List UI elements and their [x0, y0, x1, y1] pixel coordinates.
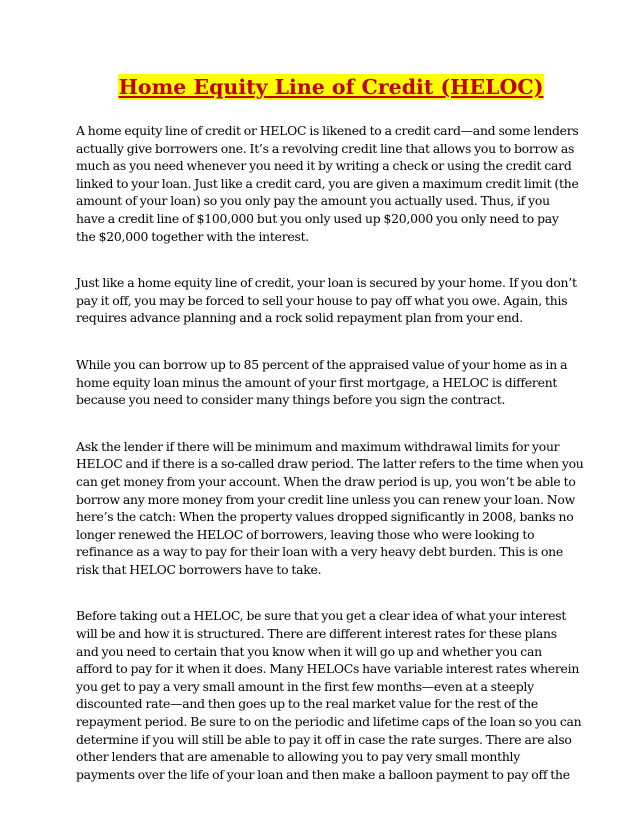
title-wrapper	[76, 74, 572, 100]
paragraph-line: Ask the lender if there will be minimum and maximum withdrawal limits for your	[76, 438, 560, 454]
paragraph-line: and you need to certain that you know when it will go up and whether you can	[76, 643, 542, 659]
paragraph-line: HELOC and if there is a so-called draw period. The latter refers to the time when you	[76, 456, 584, 472]
paragraph-line: refinance as a way to pay for their loan with a very heavy debt burden. This is one	[76, 544, 563, 560]
paragraph	[76, 356, 572, 409]
paragraph	[76, 607, 582, 783]
paragraph-line: Before taking out a HELOC, be sure that you get a clear idea of what your interest	[76, 608, 567, 624]
paragraph-line: longer renewed the HELOC of borrowers, leaving those who were looking to	[76, 526, 535, 542]
paragraph-line: risk that HELOC borrowers have to take.	[76, 561, 322, 577]
paragraph-line: afford to pay for it when it does. Many HELOCs have variable interest rates wherein	[76, 661, 580, 677]
paragraph-line: Just like a home equity line of credit, your loan is secured by your home. If you don’t	[76, 275, 577, 291]
paragraph-line: While you can borrow up to 85 percent of the appraised value of your home as in a	[76, 356, 568, 372]
paragraph-line: borrow any more money from your credit line unless you can renew your loan. Now	[76, 491, 575, 507]
paragraph-line: other lenders that are amenable to allowing you to pay very small monthly	[76, 749, 521, 765]
paragraph-line: here’s the catch: When the property values dropped significantly in 2008, banks no	[76, 509, 574, 525]
paragraph-line: repayment period. Be sure to on the periodic and lifetime caps of the loan so you can	[76, 714, 582, 730]
paragraph-line: the $20,000 together with the interest.	[76, 228, 309, 244]
paragraph	[76, 438, 584, 579]
paragraph-line: determine if you will still be able to pay it off in case the rate surges. There are also	[76, 731, 572, 747]
paragraph-line: discounted rate—and then goes up to the real market value for the rest of the	[76, 696, 538, 712]
paragraph-line: because you need to consider many things before you sign the contract.	[76, 392, 506, 408]
paragraph-line: pay it off, you may be forced to sell your house to pay off what you owe. Again, this	[76, 292, 568, 308]
paragraph-line: will be and how it is structured. There are different interest rates for these plans	[76, 626, 557, 642]
paragraph-line: payments over the life of your loan and then make a balloon payment to pay off the	[76, 766, 570, 782]
page-title: Home Equity Line of Credit (HELOC)	[118, 75, 544, 99]
paragraph	[76, 122, 579, 245]
paragraph-line: can get money from your account. When the draw period is up, you won’t be able to	[76, 473, 576, 489]
paragraph-line: A home equity line of credit or HELOC is likened to a credit card—and some lenders	[76, 123, 579, 138]
paragraph-line: have a credit line of $100,000 but you only used up $20,000 you only need to pay	[76, 210, 559, 226]
paragraph-line: amount of your loan) so you only pay the amount you actually used. Thus, if you	[76, 193, 550, 209]
paragraph-line: requires advance planning and a rock solid repayment plan from your end.	[76, 310, 523, 326]
paragraph-line: much as you need whenever you need it by writing a check or using the credit card	[76, 158, 572, 174]
paragraph-line: linked to your loan. Just like a credit card, you are given a maximum credit limit (the	[76, 175, 579, 191]
paragraph-line: actually give borrowers one. It’s a revolving credit line that allows you to borrow as	[76, 140, 575, 156]
paragraph-line: home equity loan minus the amount of your first mortgage, a HELOC is different	[76, 374, 558, 390]
paragraph	[76, 274, 577, 327]
paragraph-line: you get to pay a very small amount in the first few months—even at a steeply	[76, 678, 534, 694]
document-body	[76, 122, 584, 783]
